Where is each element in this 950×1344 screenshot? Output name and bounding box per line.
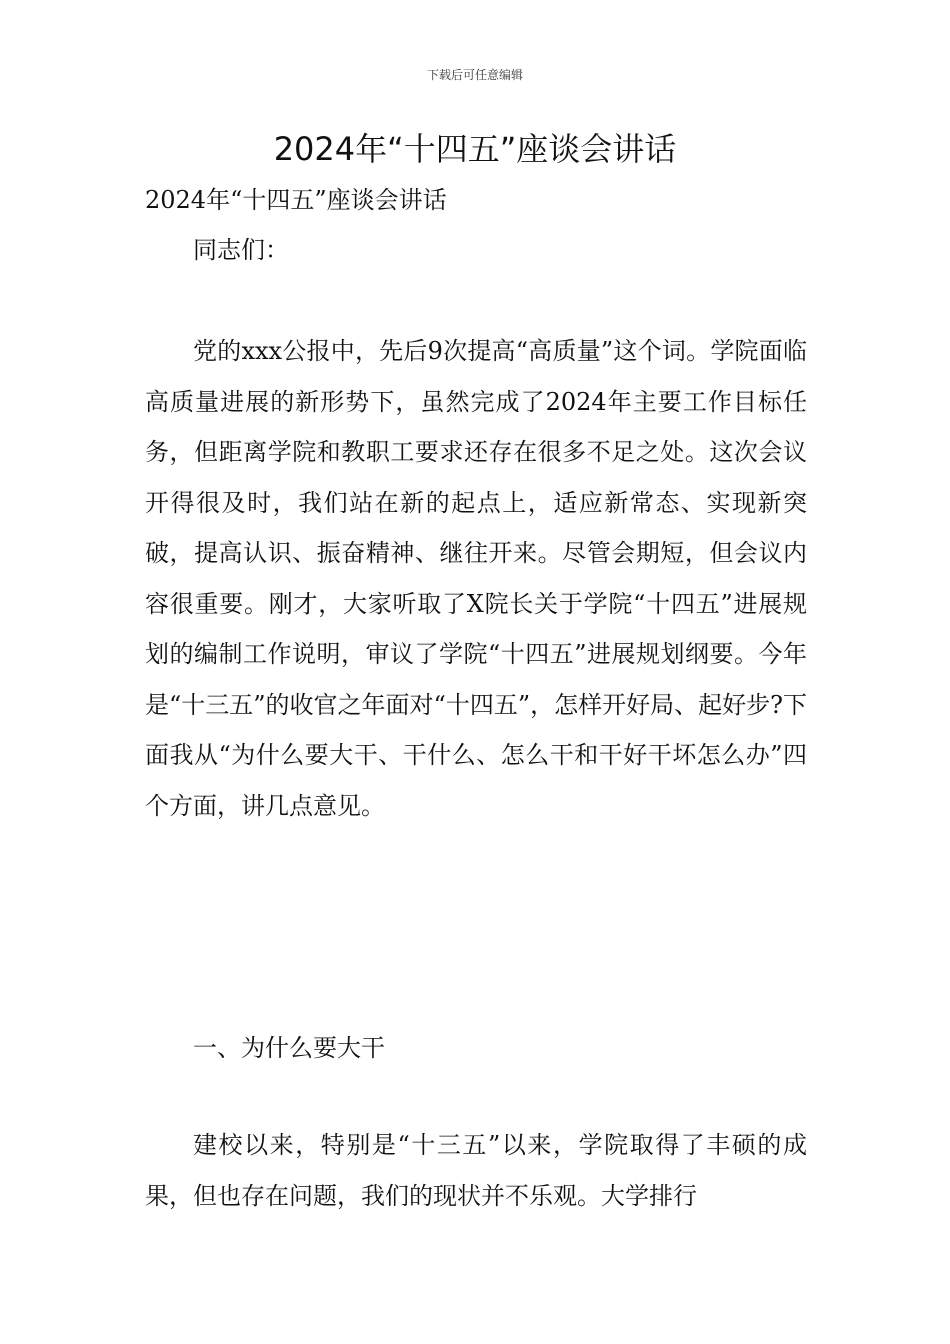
body-paragraph: 党的xxx公报中，先后9次提高“高质量”这个词。学院面临高质量进展的新形势下，虽然完成了2024年主要工作目标任务，但距离学院和教职工要求还存在很多不足之处。这次会议开得很及时，我们站在新的起点上，适应新常态、实现新突破，提高认识、振奋精神、继往开来。尽管会期短，但会议内容很重要。刚才，大家听取了X院长关于学院“十四五”进展规划的编制工作说明，审议了学院“十四五”进展规划纲要。今年是“十三五”的收官之年面对“十四五”，怎样开好局、起好步?下面我从“为什么要大干、干什么、怎么干和干好干坏怎么办”四个方面，讲几点意见。 — [145, 337, 807, 820]
salutation: 同志们： — [193, 236, 289, 264]
document-title: 2024年“十四五”座谈会讲话 — [273, 130, 677, 168]
document-subtitle: 2024年“十四五”座谈会讲话 — [145, 186, 447, 214]
section-heading: 一、为什么要大干 — [193, 1034, 385, 1062]
body-paragraph: 建校以来，特别是“十三五”以来，学院取得了丰硕的成果，但也存在问题，我们的现状并不乐观。大学排行 — [145, 1131, 807, 1210]
page-header-note: 下载后可任意编辑 — [426, 68, 523, 82]
